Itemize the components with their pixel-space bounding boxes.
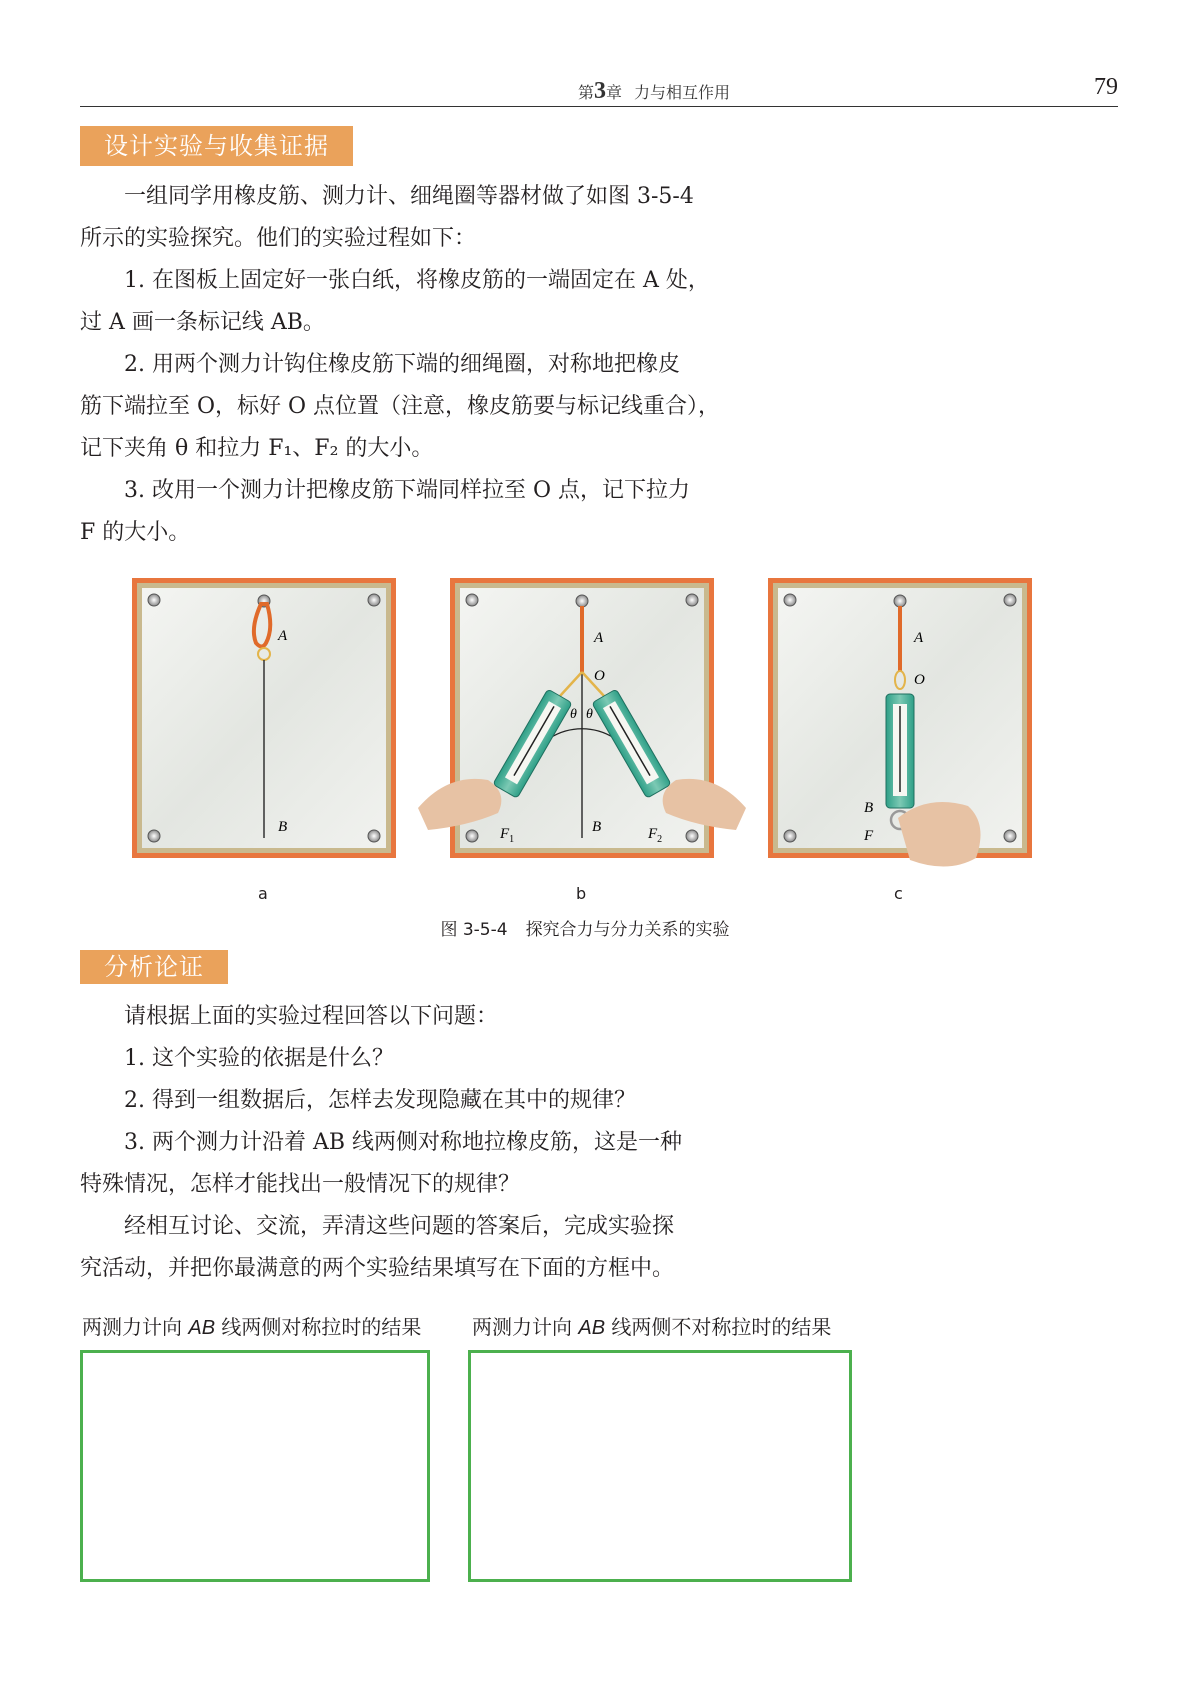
- label-theta-right: θ: [586, 707, 593, 722]
- box-label-symmetric-pre: 两测力计向: [82, 1315, 182, 1339]
- box-label-asymmetric: [472, 1311, 831, 1340]
- panel-a-board: [132, 578, 396, 858]
- experiment-figure: [128, 568, 1038, 903]
- question-1: 1. 这个实验的依据是什么？: [124, 1046, 394, 1071]
- answer-box-symmetric[interactable]: [80, 1350, 430, 1582]
- chapter-number: 3: [594, 78, 607, 104]
- section-title-analysis: 分析论证: [80, 950, 228, 984]
- label-a-panel-c: A: [914, 630, 924, 646]
- chapter-heading: [578, 78, 730, 105]
- label-f-panel-c: F: [864, 828, 874, 844]
- figure-caption: [0, 915, 1170, 940]
- page-number: 79: [1094, 74, 1118, 100]
- header-rule: [80, 106, 1118, 107]
- analysis-prompt: 请根据上面的实验过程回答以下问题：: [124, 1004, 499, 1029]
- panel-b-board: [418, 578, 746, 858]
- step-1: [80, 260, 750, 344]
- chapter-suffix: 章: [606, 83, 623, 102]
- box-label-asymmetric-post: 线两侧不对称拉时的结果: [611, 1315, 832, 1339]
- panel-label-b: b: [576, 884, 587, 903]
- question-3-line-2: 特殊情况，怎样才能找出一般情况下的规律？: [80, 1172, 521, 1197]
- closing-line-2: 究活动，并把你最满意的两个实验结果填写在下面的方框中。: [80, 1256, 675, 1281]
- chapter-prefix: 第: [578, 83, 595, 102]
- label-a-panel-b: A: [594, 630, 604, 646]
- box-label-asymmetric-pre: 两测力计向: [472, 1315, 572, 1339]
- label-a-panel-a: A: [278, 628, 288, 644]
- panel-label-c: c: [894, 884, 903, 903]
- label-b-panel-b: B: [592, 819, 602, 835]
- label-theta-left: θ: [570, 707, 577, 722]
- step-1-line-1: 1. 在图板上固定好一张白纸，将橡皮筋的一端固定在 A 处，: [124, 268, 710, 293]
- label-b-panel-a: B: [278, 819, 288, 835]
- label-b-panel-c: B: [864, 800, 874, 816]
- intro-line-2: 所示的实验探究。他们的实验过程如下：: [80, 226, 477, 251]
- analysis-questions: [80, 996, 750, 1290]
- caption-number: 图 3-5-4: [440, 920, 508, 940]
- step-3-line-2: F 的大小。: [80, 520, 191, 545]
- intro-paragraph: [80, 176, 750, 260]
- label-o-panel-c: O: [914, 672, 925, 688]
- panel-c-board: [768, 578, 1032, 867]
- label-f1-sub: 1: [509, 834, 515, 845]
- answer-box-asymmetric[interactable]: [468, 1350, 852, 1582]
- label-f2-main: F: [648, 826, 658, 842]
- section-title-design: 设计实验与收集证据: [80, 126, 353, 166]
- question-2: 2. 得到一组数据后，怎样去发现隐藏在其中的规律？: [124, 1088, 636, 1113]
- label-f1-main: F: [500, 826, 510, 842]
- box-label-symmetric-post: 线两侧对称拉时的结果: [221, 1315, 422, 1339]
- step-3-line-1: 3. 改用一个测力计把橡皮筋下端同样拉至 O 点，记下拉力: [124, 478, 691, 503]
- label-o-panel-b: O: [594, 668, 605, 684]
- box-label-symmetric-ab: AB: [188, 1317, 216, 1339]
- step-3: [80, 470, 750, 554]
- step-2-line-1: 2. 用两个测力计钩住橡皮筋下端的细绳圈，对称地把橡皮: [124, 352, 680, 377]
- intro-line-1: 一组同学用橡皮筋、测力计、细绳圈等器材做了如图 3-5-4: [124, 184, 694, 209]
- question-3-line-1: 3. 两个测力计沿着 AB 线两侧对称地拉橡皮筋，这是一种: [124, 1130, 683, 1155]
- caption-text: 探究合力与分力关系的实验: [525, 920, 730, 940]
- step-1-line-2: 过 A 画一条标记线 AB。: [80, 310, 325, 335]
- closing-line-1: 经相互讨论、交流，弄清这些问题的答案后，完成实验探: [124, 1214, 675, 1239]
- panel-label-a: a: [258, 884, 268, 903]
- step-2-line-2: 筋下端拉至 O，标好 O 点位置（注意，橡皮筋要与标记线重合），: [80, 394, 721, 419]
- step-2-line-3: 记下夹角 θ 和拉力 F₁、F₂ 的大小。: [80, 436, 434, 461]
- box-label-asymmetric-ab: AB: [578, 1317, 606, 1339]
- box-label-symmetric: [82, 1311, 421, 1340]
- chapter-title: 力与相互作用: [634, 83, 731, 102]
- label-f2-sub: 2: [657, 834, 663, 845]
- step-2: [80, 344, 750, 470]
- experiment-illustration: [128, 568, 1038, 898]
